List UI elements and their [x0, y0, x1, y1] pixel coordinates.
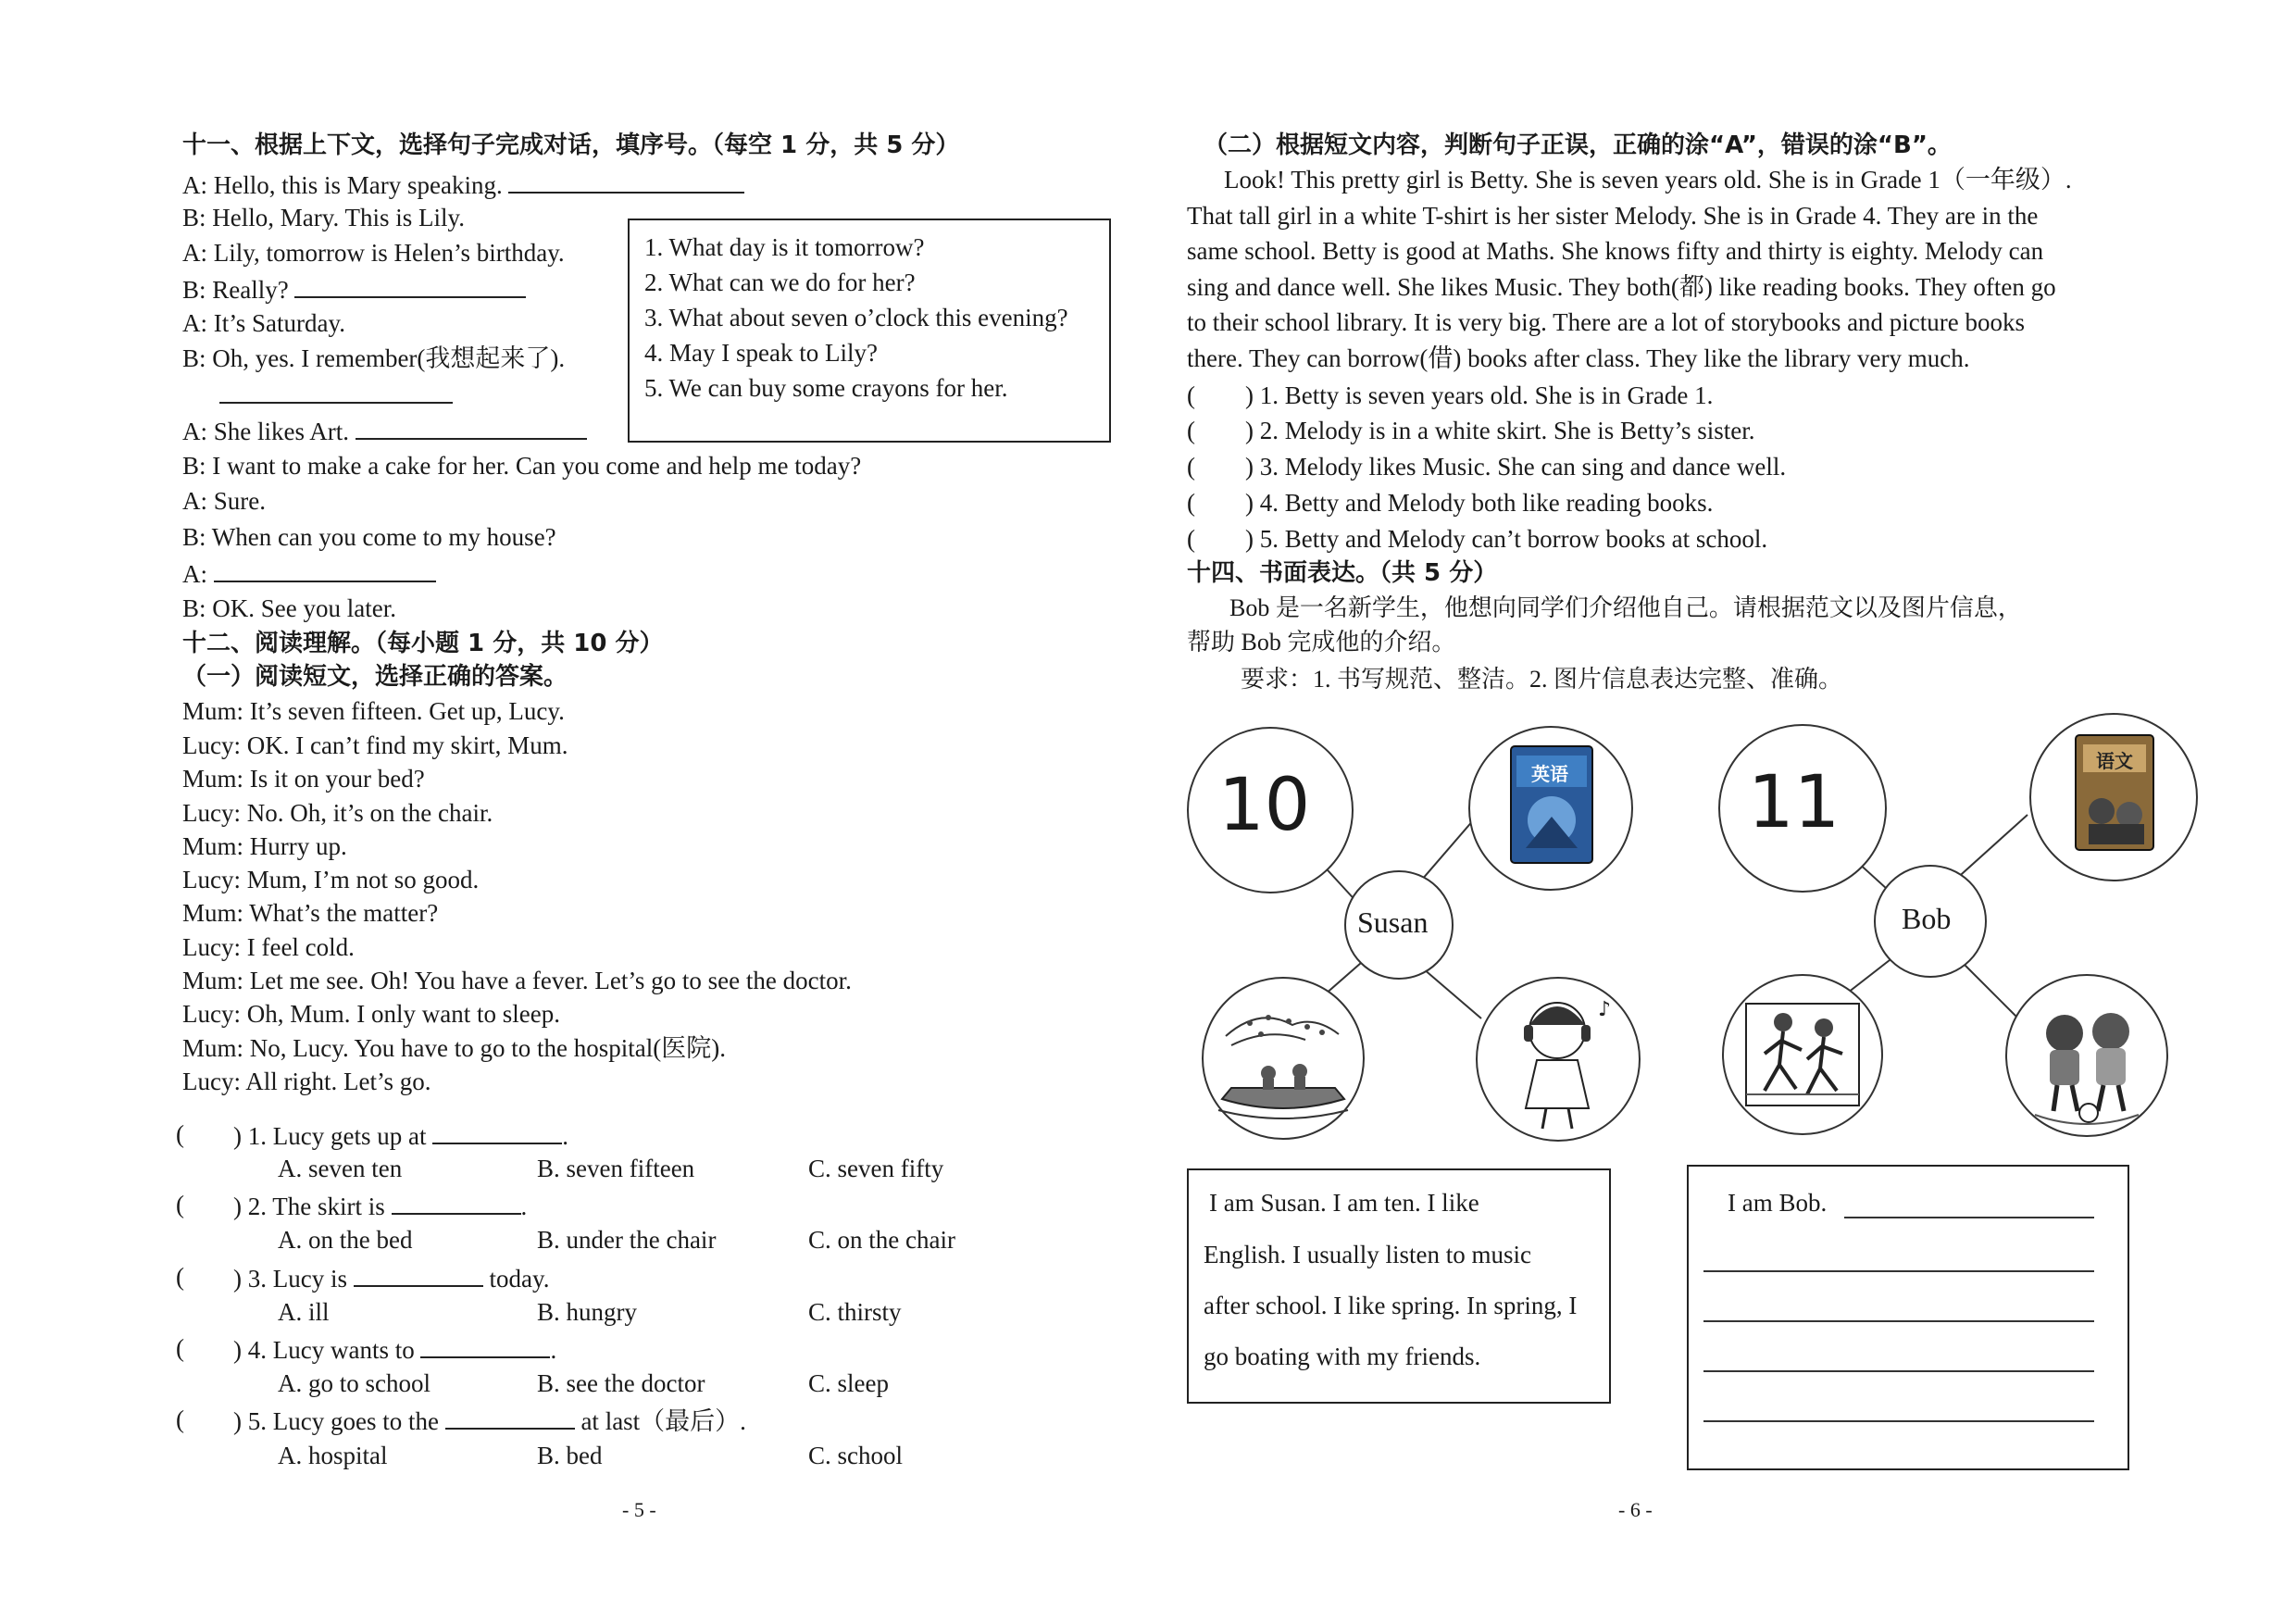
passage-line-1: Look! This pretty girl is Betty. She is seven years old. She is in Grade 1（一年级）. [1224, 166, 2072, 194]
q4-option-b[interactable]: B. see the doctor [537, 1369, 705, 1397]
section-14-requirements: 要求：1. 书写规范、整洁。2. 图片信息表达完整、准确。 [1241, 666, 1843, 693]
reading-line-6: Lucy: Mum, I’m not so good. [182, 866, 480, 893]
spring-boating-icon [1204, 979, 1363, 1138]
q2-option-c[interactable]: C. on the chair [808, 1226, 955, 1254]
right-page [1148, 0, 2296, 1624]
reading-line-9: Mum: Let me see. Oh! You have a fever. Let’s go to see the doctor. [182, 967, 852, 994]
football-boys-icon [2007, 976, 2166, 1135]
passage-line-4: sing and dance well. She likes Music. They both(都) like reading books. They often go [1187, 272, 2056, 301]
bob-hobby-circle [2005, 974, 2168, 1137]
q3-blank[interactable] [354, 1261, 483, 1287]
q5-option-b[interactable]: B. bed [537, 1442, 603, 1469]
q3-option-b[interactable]: B. hungry [537, 1298, 637, 1326]
dialogue-line-11: A: [182, 556, 436, 590]
passage-line-5: to their school library. It is very big. There are a lot of storybooks and picture books [1187, 308, 2026, 336]
q4-option-c[interactable]: C. sleep [808, 1369, 889, 1397]
judgment-1[interactable]: ( ) 1. Betty is seven years old. She is in Grade 1. [1187, 381, 1714, 409]
susan-season-circle [1202, 977, 1365, 1140]
reading-line-5: Mum: Hurry up. [182, 832, 347, 860]
susan-name: Susan [1357, 906, 1429, 939]
chinese-book-icon [2031, 715, 2196, 880]
sample-line-2: English. I usually listen to music [1204, 1241, 1531, 1268]
answer-blank-5[interactable] [214, 556, 436, 582]
reading-line-2: Lucy: OK. I can’t find my skirt, Mum. [182, 731, 568, 759]
q1-option-b[interactable]: B. seven fifteen [537, 1155, 695, 1182]
q1-blank[interactable] [432, 1118, 562, 1144]
section-11-title: 十一、根据上下文，选择句子完成对话，填序号。（每空 1 分，共 5 分） [182, 131, 960, 159]
bob-intro-start: I am Bob. [1728, 1189, 1828, 1217]
susan-age-circle [1187, 727, 1354, 893]
section-12-sub1: （一）阅读短文，选择正确的答案。 [182, 663, 568, 691]
q3-option-a[interactable]: A. ill [278, 1298, 330, 1326]
dialogue-line-8: B: I want to make a cake for her. Can you come and help me today? [182, 452, 862, 480]
writing-line-2[interactable] [1703, 1270, 2094, 1272]
option-2: 2. What can we do for her? [644, 269, 916, 296]
dialogue-line-2: B: Hello, Mary. This is Lily. [182, 204, 465, 231]
dialogue-line-4: B: Really? [182, 272, 526, 306]
dialogue-line-6b [219, 378, 453, 411]
q1-option-c[interactable]: C. seven fifty [808, 1155, 944, 1182]
reading-line-10: Lucy: Oh, Mum. I only want to sleep. [182, 1000, 560, 1028]
option-4: 4. May I speak to Lily? [644, 339, 878, 367]
answer-blank-2[interactable] [294, 272, 526, 298]
sample-line-1: I am Susan. I am ten. I like [1209, 1189, 1479, 1217]
judgment-2[interactable]: ( ) 2. Melody is in a white skirt. She is Betty’s sister. [1187, 417, 1755, 444]
q1-stem: ) 1. Lucy gets up at . [233, 1118, 568, 1152]
running-kids-icon [1724, 976, 1881, 1133]
english-book-label: 英语 [1531, 763, 1568, 785]
q2-option-b[interactable]: B. under the chair [537, 1226, 717, 1254]
passage-line-3: same school. Betty is good at Maths. She knows fifty and thirty is eighty. Melody can [1187, 237, 2044, 265]
dialogue-line-10: B: When can you come to my house? [182, 523, 556, 551]
answer-blank-3[interactable] [219, 378, 453, 404]
option-3: 3. What about seven o’clock this evening? [644, 304, 1068, 331]
dialogue-line-6: B: Oh, yes. I remember(我想起来了). [182, 344, 566, 372]
writing-line-4[interactable] [1703, 1370, 2094, 1372]
dialogue-line-3: A: Lily, tomorrow is Helen’s birthday. [182, 239, 565, 267]
q1-option-a[interactable]: A. seven ten [278, 1155, 403, 1182]
page-number-5: - 5 - [622, 1498, 656, 1521]
dialogue-line-12: B: OK. See you later. [182, 594, 396, 622]
susan-subject-circle [1468, 726, 1633, 891]
betty-passage [1187, 162, 2246, 376]
q5-blank[interactable] [445, 1404, 575, 1430]
q3-stem: ) 3. Lucy is today. [233, 1261, 549, 1294]
chinese-book-label: 语文 [2096, 750, 2133, 772]
writing-line-3[interactable] [1703, 1320, 2094, 1322]
passage-line-2: That tall girl in a white T-shirt is her sister Melody. She is in Grade 4. They are in the [1187, 201, 2039, 230]
q2-paren[interactable]: ( [176, 1191, 184, 1218]
judgment-5[interactable]: ( ) 5. Betty and Melody can’t borrow books at school. [1187, 525, 1768, 553]
judgment-3[interactable]: ( ) 3. Melody likes Music. She can sing and dance well. [1187, 453, 1787, 481]
passage-line-6: there. They can borrow(借) books after class. They like the library very much. [1187, 344, 1970, 372]
reading-line-4: Lucy: No. Oh, it’s on the chair. [182, 799, 493, 827]
reading-line-11: Mum: No, Lucy. You have to go to the hospital(医院). [182, 1034, 726, 1062]
q3-option-c[interactable]: C. thirsty [808, 1298, 902, 1326]
writing-line-5[interactable] [1703, 1420, 2094, 1422]
section-12b-title: （二）根据短文内容，判断句子正误，正确的涂“A”，错误的涂“B”。 [1204, 131, 1952, 159]
judgment-4[interactable]: ( ) 4. Betty and Melody both like reading books. [1187, 489, 1714, 517]
dialogue-line-1: A: Hello, this is Mary speaking. [182, 168, 744, 201]
section-14-intro1: Bob 是一名新学生，他想向同学们介绍他自己。请根据范文以及图片信息， [1229, 594, 2022, 621]
susan-age: 10 [1218, 764, 1311, 847]
sample-line-3: after school. I like spring. In spring, I [1204, 1292, 1578, 1319]
q2-blank[interactable] [392, 1189, 521, 1215]
options-box [628, 219, 1111, 443]
reading-line-3: Mum: Is it on your bed? [182, 765, 425, 793]
susan-hobby-circle [1476, 977, 1641, 1142]
q4-option-a[interactable]: A. go to school [278, 1369, 430, 1397]
susan-sample-box [1187, 1168, 1611, 1404]
q4-blank[interactable] [420, 1332, 550, 1358]
bob-writing-box [1687, 1165, 2129, 1470]
answer-blank-4[interactable] [356, 414, 587, 440]
q3-paren[interactable]: ( [176, 1263, 184, 1291]
q5-option-c[interactable]: C. school [808, 1442, 904, 1469]
q5-stem: ) 5. Lucy goes to the at last（最后）. [233, 1404, 746, 1437]
bob-age: 11 [1748, 761, 1841, 844]
section-14-intro2: 帮助 Bob 完成他的介绍。 [1187, 629, 1456, 656]
svg-text:♪: ♪ [1598, 998, 1612, 1021]
sample-line-4: go boating with my friends. [1204, 1343, 1481, 1370]
q2-option-a[interactable]: A. on the bed [278, 1226, 413, 1254]
q2-stem: ) 2. The skirt is . [233, 1189, 527, 1222]
bob-season-circle [1722, 974, 1883, 1135]
bob-name: Bob [1902, 902, 1952, 935]
q4-paren[interactable]: ( [176, 1334, 184, 1362]
dialogue-line-5: A: It’s Saturday. [182, 309, 345, 337]
bob-age-circle [1718, 724, 1887, 893]
q5-paren[interactable]: ( [176, 1405, 184, 1433]
answer-blank-1[interactable] [508, 168, 744, 194]
bob-subject-circle [2029, 713, 2198, 881]
q5-option-a[interactable]: A. hospital [278, 1442, 388, 1469]
q4-stem: ) 4. Lucy wants to . [233, 1332, 556, 1366]
reading-line-1: Mum: It’s seven fifteen. Get up, Lucy. [182, 697, 565, 725]
option-1: 1. What day is it tomorrow? [644, 233, 925, 261]
section-14-title: 十四、书面表达。（共 5 分） [1187, 559, 1498, 587]
english-book-icon [1470, 728, 1631, 889]
susan-name-circle [1344, 870, 1454, 980]
reading-line-8: Lucy: I feel cold. [182, 933, 355, 961]
page-number-6: - 6 - [1618, 1498, 1653, 1521]
dialogue-line-7: A: She likes Art. [182, 414, 587, 447]
q1-paren[interactable]: ( [176, 1120, 184, 1148]
reading-line-7: Mum: What’s the matter? [182, 899, 439, 927]
option-5: 5. We can buy some crayons for her. [644, 374, 1008, 402]
girl-music-icon [1478, 979, 1639, 1140]
reading-line-12: Lucy: All right. Let’s go. [182, 1068, 431, 1095]
section-12-title: 十二、阅读理解。（每小题 1 分，共 10 分） [182, 630, 664, 657]
writing-line-1[interactable] [1844, 1217, 2094, 1218]
dialogue-line-9: A: Sure. [182, 487, 266, 515]
bob-name-circle [1874, 865, 1987, 978]
